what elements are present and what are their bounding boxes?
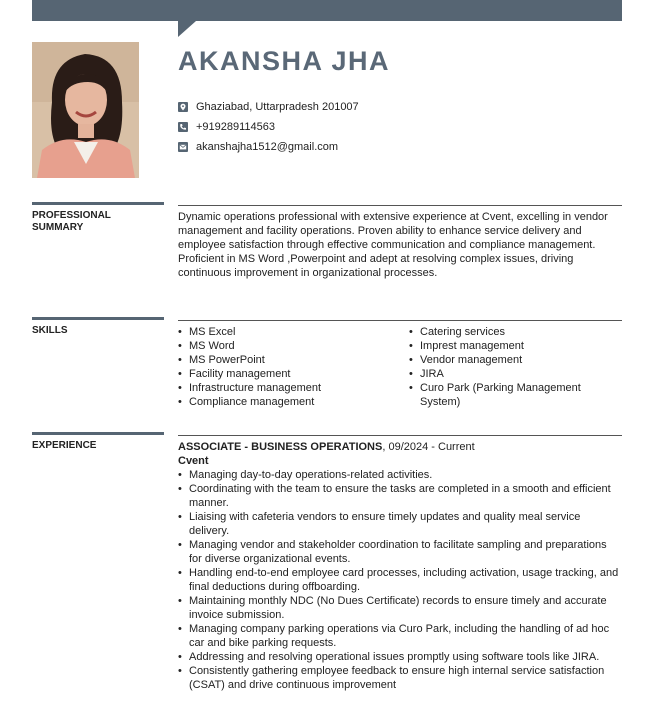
summary-heading-line-1: PROFESSIONAL [32, 210, 111, 221]
summary-label-bar [32, 202, 164, 205]
experience-heading: EXPERIENCE [32, 440, 97, 451]
phone-text: +919289114563 [196, 121, 276, 133]
candidate-name: AKANSHA JHA [178, 46, 391, 76]
phone-icon [178, 122, 188, 132]
skill-item: • MS Word [178, 339, 398, 353]
job-bullet: • Handling end-to-end employee card processes, including activation, usage tracking, and final deductions during offboarding. [178, 566, 620, 594]
skills-list-right [409, 325, 609, 409]
header-band-notch [178, 21, 196, 37]
email-text: akanshajha1512@gmail.com [196, 141, 339, 153]
skill-item: • MS PowerPoint [178, 353, 398, 367]
summary-heading [32, 210, 111, 234]
job-bullet: • Managing company parking operations via Curo Park, including the handling of ad hoc car and bike parking requests. [178, 622, 620, 650]
contact-phone [178, 121, 275, 133]
job-bullet: • Addressing and resolving operational issues promptly using software tools like JIRA. [178, 650, 620, 664]
skill-item: • Infrastructure management [178, 381, 398, 395]
job-bullet: • Managing day-to-day operations-related activities. [178, 468, 620, 482]
skill-item: • Catering services [409, 325, 609, 339]
company-name: Cvent [178, 455, 209, 467]
header-band [32, 0, 622, 21]
summary-heading-line-2: SUMMARY [32, 222, 84, 233]
job-header [178, 440, 620, 454]
contact-location [178, 101, 359, 113]
location-text: Ghaziabad, Uttarpradesh 201007 [196, 101, 359, 113]
skills-label-bar [32, 317, 164, 320]
profile-photo [32, 42, 139, 178]
skills-divider [178, 320, 622, 321]
job-bullet: • Liaising with cafeteria vendors to ensure timely updates and quality meal service delivery. [178, 510, 620, 538]
job-bullet: • Coordinating with the team to ensure the tasks are completed in a smooth and efficient manner. [178, 482, 620, 510]
experience-entry [178, 440, 620, 692]
location-icon [178, 102, 188, 112]
skills-heading: SKILLS [32, 325, 68, 336]
skill-item: • Compliance management [178, 395, 398, 409]
job-dates: , 09/2024 - Current [382, 441, 475, 453]
job-title: ASSOCIATE - BUSINESS OPERATIONS [178, 441, 383, 453]
skill-item: • Vendor management [409, 353, 609, 367]
summary-text: Dynamic operations professional with extensive experience at Cvent, excelling in vendor management and facility operations. Proven ability to enhance service delivery and employee satisfaction through effective communication and compliance management. Proficient in MS Word ,Powerpoint and adept at resolving complex issues, driving continuous improvement in organizational processes. [178, 211, 608, 279]
skill-item: • JIRA [409, 367, 609, 381]
summary-divider [178, 205, 622, 206]
skills-list-left [178, 325, 398, 409]
profile-photo-illustration [32, 42, 139, 178]
job-bullet: • Consistently gathering employee feedback to ensure high internal service satisfaction (CSAT) and drive continuous improvement [178, 664, 620, 692]
email-icon [178, 142, 188, 152]
job-bullets [178, 468, 620, 692]
job-bullet: • Maintaining monthly NDC (No Dues Certificate) records to ensure timely and accurate invoice submission. [178, 594, 620, 622]
job-bullet: • Managing vendor and stakeholder coordination to facilitate sampling and preparations for diverse organizational events. [178, 538, 620, 566]
experience-label-bar [32, 432, 164, 435]
skill-item: • Facility management [178, 367, 398, 381]
contact-email [178, 141, 338, 153]
experience-divider [178, 435, 622, 436]
skill-item: • MS Excel [178, 325, 398, 339]
skill-item: • Imprest management [409, 339, 609, 353]
skill-item: • Curo Park (Parking Management System) [409, 381, 609, 409]
